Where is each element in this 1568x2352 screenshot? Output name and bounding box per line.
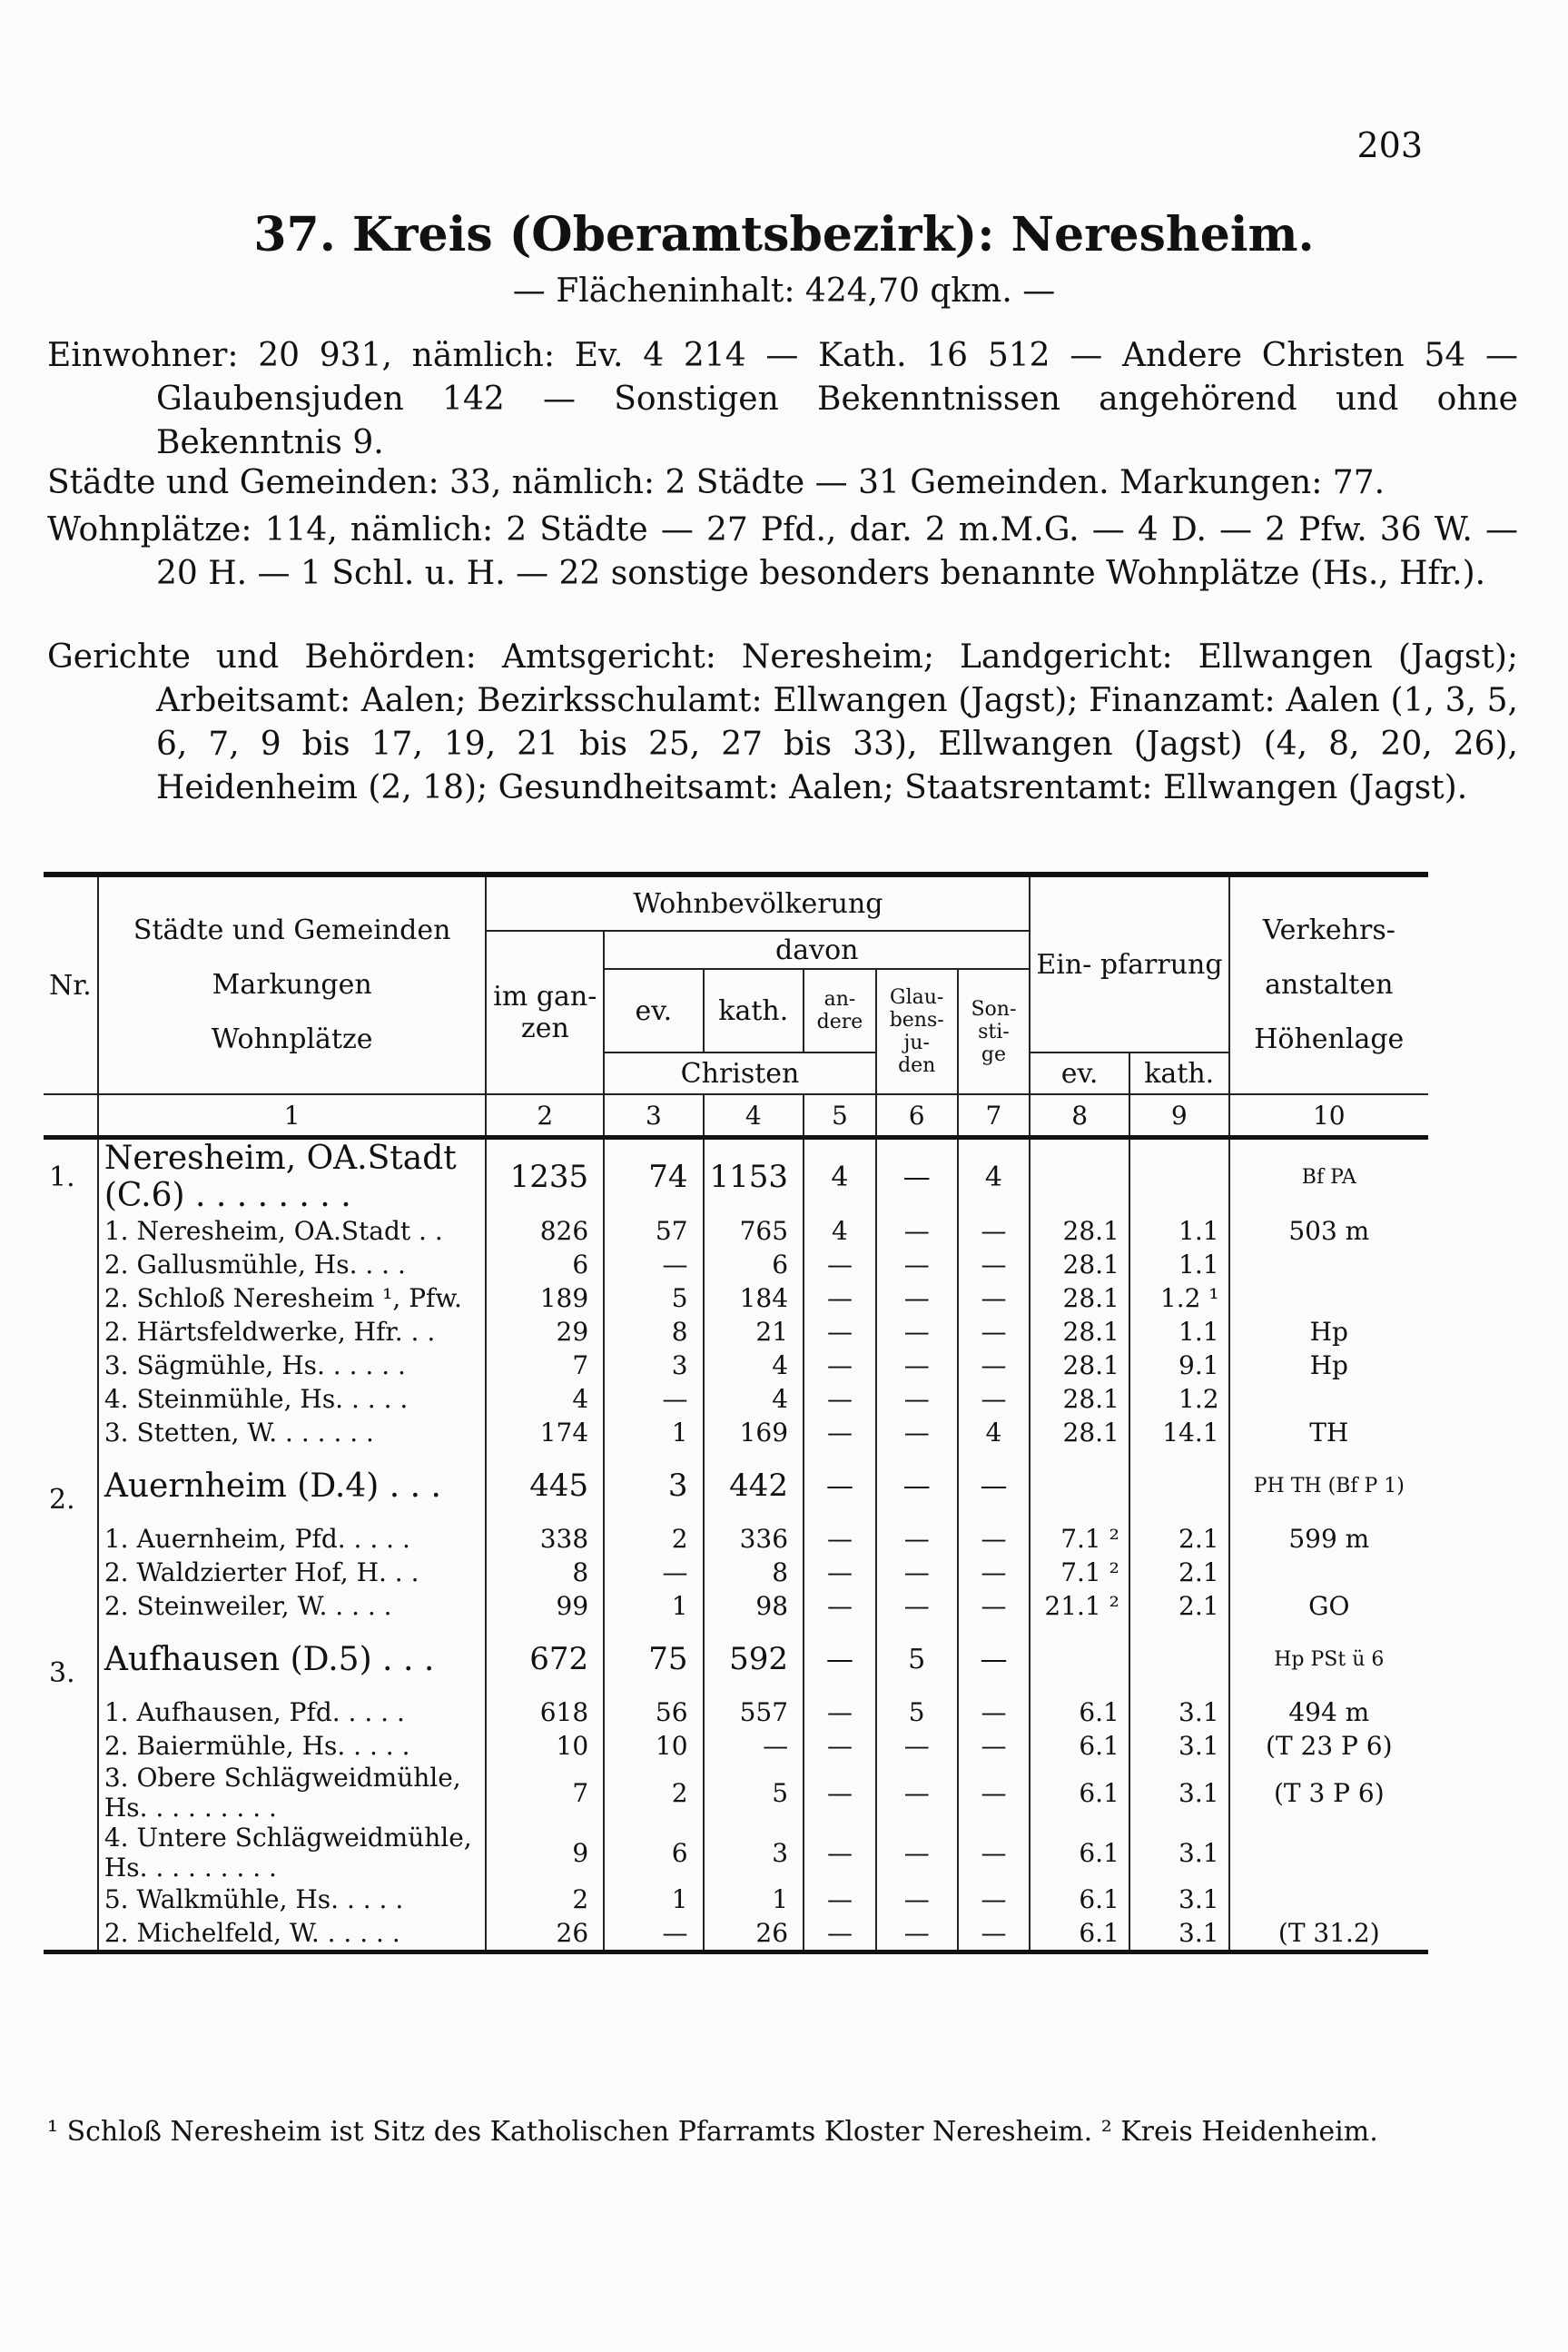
cell-kath: 21 bbox=[704, 1315, 804, 1349]
cell-andere: — bbox=[804, 1449, 876, 1522]
cell-name: 4. Untere Schlägweidmühle, Hs. . . . . . . . . bbox=[98, 1823, 487, 1883]
table-row bbox=[44, 1281, 1428, 1315]
cell-verkehr: 494 m bbox=[1229, 1695, 1428, 1729]
cell-sonst: — bbox=[958, 1589, 1031, 1623]
cell-ev: 10 bbox=[604, 1729, 703, 1763]
cell-sonst: 4 bbox=[958, 1138, 1031, 1215]
cell-name: 2. Schloß Neresheim ¹, Pfw. bbox=[98, 1281, 487, 1315]
cell-kath: 4 bbox=[704, 1349, 804, 1382]
header-davon: davon bbox=[604, 931, 1030, 969]
cell-name: 2. Gallusmühle, Hs. . . . bbox=[98, 1248, 487, 1281]
cell-ev: 74 bbox=[604, 1138, 703, 1215]
cell-nr: 3. bbox=[49, 1656, 75, 1689]
cell-name: 5. Walkmühle, Hs. . . . . bbox=[98, 1883, 487, 1916]
cell-nr bbox=[44, 1695, 98, 1729]
cell-pev: 28.1 bbox=[1030, 1214, 1129, 1248]
cell-verkehr bbox=[1229, 1883, 1428, 1916]
cell-ev: — bbox=[604, 1916, 703, 1952]
header-einpf-kath: kath. bbox=[1129, 1052, 1229, 1094]
cell-ev: 2 bbox=[604, 1522, 703, 1556]
cell-kath: 3 bbox=[704, 1823, 804, 1883]
cell-ev: 6 bbox=[604, 1823, 703, 1883]
cell-andere: 4 bbox=[804, 1138, 876, 1215]
cell-andere: — bbox=[804, 1349, 876, 1382]
cell-andere: — bbox=[804, 1248, 876, 1281]
cell-total: 1235 bbox=[486, 1138, 604, 1215]
cell-total: 672 bbox=[486, 1623, 604, 1695]
cell-nr bbox=[44, 1315, 98, 1349]
cell-andere: — bbox=[804, 1281, 876, 1315]
cell-nr: 1. bbox=[49, 1161, 75, 1193]
header-andere: an- dere bbox=[804, 969, 876, 1052]
table-row bbox=[44, 1623, 1428, 1695]
cell-pkath: 1.1 bbox=[1129, 1315, 1229, 1349]
cell-nr bbox=[44, 1916, 98, 1952]
cell-pkath: 1.1 bbox=[1129, 1248, 1229, 1281]
cell-juden: — bbox=[876, 1416, 958, 1449]
cell-pkath: 3.1 bbox=[1129, 1823, 1229, 1883]
cell-ev: 3 bbox=[604, 1449, 703, 1522]
cell-verkehr: (T 3 P 6) bbox=[1229, 1763, 1428, 1823]
cell-pkath: 3.1 bbox=[1129, 1729, 1229, 1763]
cell-verkehr bbox=[1229, 1248, 1428, 1281]
table-row bbox=[44, 1449, 1428, 1522]
cell-sonst: — bbox=[958, 1623, 1031, 1695]
cell-name: 1. Neresheim, OA.Stadt . . bbox=[98, 1214, 487, 1248]
header-verkehr: Verkehrs- anstalten Höhenlage bbox=[1229, 875, 1428, 1094]
table-row bbox=[44, 1138, 1428, 1215]
cell-pkath: 14.1 bbox=[1129, 1416, 1229, 1449]
cell-sonst: — bbox=[958, 1349, 1031, 1382]
cell-pkath: 1.1 bbox=[1129, 1214, 1229, 1248]
cell-ev: 56 bbox=[604, 1695, 703, 1729]
cell-kath: — bbox=[704, 1729, 804, 1763]
cell-sonst: — bbox=[958, 1729, 1031, 1763]
cell-ev: — bbox=[604, 1382, 703, 1416]
cell-kath: 98 bbox=[704, 1589, 804, 1623]
cell-andere: — bbox=[804, 1695, 876, 1729]
cell-pev: 21.1 ² bbox=[1030, 1589, 1129, 1623]
cell-verkehr bbox=[1229, 1281, 1428, 1315]
table-row bbox=[44, 1729, 1428, 1763]
cell-sonst: — bbox=[958, 1382, 1031, 1416]
cell-ev: 8 bbox=[604, 1315, 703, 1349]
cell-sonst: — bbox=[958, 1823, 1031, 1883]
table-row bbox=[44, 1883, 1428, 1916]
cell-kath: 442 bbox=[704, 1449, 804, 1522]
cell-kath: 1 bbox=[704, 1883, 804, 1916]
header-sonstige: Son- sti- ge bbox=[958, 969, 1031, 1094]
cell-kath: 6 bbox=[704, 1248, 804, 1281]
cell-pkath: 2.1 bbox=[1129, 1589, 1229, 1623]
cell-sonst: — bbox=[958, 1281, 1031, 1315]
cell-name: Auernheim (D.4) . . . bbox=[98, 1449, 487, 1522]
cell-verkehr: Hp bbox=[1229, 1315, 1428, 1349]
cell-juden: — bbox=[876, 1763, 958, 1823]
cell-andere: — bbox=[804, 1382, 876, 1416]
cell-total: 826 bbox=[486, 1214, 604, 1248]
cell-juden: — bbox=[876, 1382, 958, 1416]
cell-nr bbox=[44, 1248, 98, 1281]
cell-andere: — bbox=[804, 1315, 876, 1349]
table-row bbox=[44, 1695, 1428, 1729]
header-kath: kath. bbox=[704, 969, 804, 1052]
cell-pev: 6.1 bbox=[1030, 1763, 1129, 1823]
cell-juden: — bbox=[876, 1522, 958, 1556]
cell-andere: — bbox=[804, 1589, 876, 1623]
cell-andere: — bbox=[804, 1916, 876, 1952]
cell-pkath: 3.1 bbox=[1129, 1916, 1229, 1952]
page-title: 37. Kreis (Oberamtsbezirk): Neresheim. bbox=[253, 207, 1315, 262]
cell-sonst: — bbox=[958, 1883, 1031, 1916]
cell-verkehr: PH TH (Bf P 1) bbox=[1229, 1449, 1428, 1522]
cell-total: 189 bbox=[486, 1281, 604, 1315]
cell-andere: — bbox=[804, 1556, 876, 1589]
cell-sonst: — bbox=[958, 1315, 1031, 1349]
cell-sonst: — bbox=[958, 1763, 1031, 1823]
cell-juden: — bbox=[876, 1823, 958, 1883]
cell-juden: — bbox=[876, 1729, 958, 1763]
cell-total: 9 bbox=[486, 1823, 604, 1883]
table-row bbox=[44, 1315, 1428, 1349]
table-row bbox=[44, 1382, 1428, 1416]
header-ev: ev. bbox=[604, 969, 703, 1052]
cell-juden: — bbox=[876, 1315, 958, 1349]
header-christen: Christen bbox=[604, 1052, 876, 1094]
table-row bbox=[44, 1823, 1428, 1883]
cell-pkath: 2.1 bbox=[1129, 1522, 1229, 1556]
cell-name: Neresheim, OA.Stadt (C.6) . . . . . . . . bbox=[98, 1138, 487, 1215]
cell-pev bbox=[1030, 1138, 1129, 1215]
cell-ev: 3 bbox=[604, 1349, 703, 1382]
cell-name: 2. Michelfeld, W. . . . . . bbox=[98, 1916, 487, 1952]
cell-ev: 57 bbox=[604, 1214, 703, 1248]
cell-sonst: — bbox=[958, 1695, 1031, 1729]
cell-juden: — bbox=[876, 1449, 958, 1522]
table-row bbox=[44, 1416, 1428, 1449]
cell-pev: 28.1 bbox=[1030, 1315, 1129, 1349]
cell-ev: 5 bbox=[604, 1281, 703, 1315]
cell-andere: 4 bbox=[804, 1214, 876, 1248]
cell-ev: 1 bbox=[604, 1589, 703, 1623]
cell-name: 3. Obere Schlägweidmühle, Hs. . . . . . . . . bbox=[98, 1763, 487, 1823]
cell-verkehr bbox=[1229, 1556, 1428, 1589]
cell-nr: 2. bbox=[49, 1483, 75, 1516]
cell-juden: — bbox=[876, 1138, 958, 1215]
cell-pkath: 1.2 ¹ bbox=[1129, 1281, 1229, 1315]
cell-name: 4. Steinmühle, Hs. . . . . bbox=[98, 1382, 487, 1416]
header-einpfarrung: Ein- pfarrung bbox=[1030, 875, 1228, 1052]
cell-pev: 7.1 ² bbox=[1030, 1556, 1129, 1589]
cell-total: 29 bbox=[486, 1315, 604, 1349]
cell-total: 8 bbox=[486, 1556, 604, 1589]
header-einpf-ev: ev. bbox=[1030, 1052, 1129, 1094]
cell-kath: 184 bbox=[704, 1281, 804, 1315]
cell-nr bbox=[44, 1349, 98, 1382]
cell-kath: 765 bbox=[704, 1214, 804, 1248]
cell-juden: 5 bbox=[876, 1623, 958, 1695]
cell-verkehr: 503 m bbox=[1229, 1214, 1428, 1248]
cell-verkehr: 599 m bbox=[1229, 1522, 1428, 1556]
cell-juden: — bbox=[876, 1916, 958, 1952]
cell-juden: — bbox=[876, 1248, 958, 1281]
cell-total: 7 bbox=[486, 1763, 604, 1823]
cell-nr bbox=[44, 1522, 98, 1556]
page-number: 203 bbox=[1356, 125, 1423, 165]
cell-nr bbox=[44, 1589, 98, 1623]
cell-verkehr: Hp bbox=[1229, 1349, 1428, 1382]
cell-total: 174 bbox=[486, 1416, 604, 1449]
cell-verkehr: (T 23 P 6) bbox=[1229, 1729, 1428, 1763]
cell-juden: — bbox=[876, 1349, 958, 1382]
table-row bbox=[44, 1916, 1428, 1952]
paragraph-staedte: Städte und Gemeinden: 33, nämlich: 2 Städte — 31 Gemeinden. Markungen: 77. bbox=[47, 464, 1386, 501]
page-subtitle: — Flächeninhalt: 424,70 qkm. — bbox=[512, 272, 1056, 310]
cell-kath: 5 bbox=[704, 1763, 804, 1823]
cell-kath: 8 bbox=[704, 1556, 804, 1589]
cell-nr bbox=[44, 1416, 98, 1449]
cell-total: 6 bbox=[486, 1248, 604, 1281]
cell-pev: 6.1 bbox=[1030, 1916, 1129, 1952]
cell-ev: 2 bbox=[604, 1763, 703, 1823]
cell-pkath bbox=[1129, 1138, 1229, 1215]
cell-sonst: — bbox=[958, 1916, 1031, 1952]
cell-verkehr: TH bbox=[1229, 1416, 1428, 1449]
cell-verkehr: Bf PA bbox=[1229, 1138, 1428, 1215]
cell-ev: 75 bbox=[604, 1623, 703, 1695]
cell-sonst: — bbox=[958, 1449, 1031, 1522]
cell-ev: — bbox=[604, 1556, 703, 1589]
cell-juden: — bbox=[876, 1281, 958, 1315]
cell-pev bbox=[1030, 1449, 1129, 1522]
cell-pev: 6.1 bbox=[1030, 1883, 1129, 1916]
cell-total: 10 bbox=[486, 1729, 604, 1763]
cell-total: 99 bbox=[486, 1589, 604, 1623]
cell-andere: — bbox=[804, 1623, 876, 1695]
table-body bbox=[44, 1138, 1428, 1952]
cell-total: 26 bbox=[486, 1916, 604, 1952]
cell-verkehr: (T 31.2) bbox=[1229, 1916, 1428, 1952]
paragraph-wohnplaetze: Wohnplätze: 114, nämlich: 2 Städte — 27 Pfd., dar. 2 m.M.G. — 4 D. — 2 Pfw. 36 W. — 20 H. — 1 Schl. u. H. — 22 sonstige besonders benannte Wohnplätze (Hs., Hfr.). bbox=[47, 511, 1518, 592]
cell-pkath: 3.1 bbox=[1129, 1883, 1229, 1916]
header-nr: Nr. bbox=[49, 969, 92, 1002]
cell-total: 7 bbox=[486, 1349, 604, 1382]
cell-kath: 1153 bbox=[704, 1138, 804, 1215]
paragraph-einwohner: Einwohner: 20 931, nämlich: Ev. 4 214 — Kath. 16 512 — Andere Christen 54 — Glaubensjuden 142 — Sonstigen Bekenntnissen angehörend und ohne Bekenntnis 9. bbox=[47, 337, 1518, 461]
cell-pkath: 2.1 bbox=[1129, 1556, 1229, 1589]
table-row bbox=[44, 1589, 1428, 1623]
cell-nr bbox=[44, 1883, 98, 1916]
cell-name: 2. Härtsfeldwerke, Hfr. . . bbox=[98, 1315, 487, 1349]
cell-pev: 28.1 bbox=[1030, 1248, 1129, 1281]
cell-name: 2. Baiermühle, Hs. . . . . bbox=[98, 1729, 487, 1763]
cell-name: 3. Sägmühle, Hs. . . . . . bbox=[98, 1349, 487, 1382]
cell-andere: — bbox=[804, 1823, 876, 1883]
cell-pev: 6.1 bbox=[1030, 1729, 1129, 1763]
header-im-ganzen: im gan- zen bbox=[486, 931, 604, 1094]
cell-nr bbox=[44, 1823, 98, 1883]
table-row bbox=[44, 1522, 1428, 1556]
cell-kath: 169 bbox=[704, 1416, 804, 1449]
cell-kath: 557 bbox=[704, 1695, 804, 1729]
cell-nr bbox=[44, 1763, 98, 1823]
cell-total: 4 bbox=[486, 1382, 604, 1416]
cell-ev: — bbox=[604, 1248, 703, 1281]
cell-juden: — bbox=[876, 1556, 958, 1589]
cell-nr bbox=[44, 1281, 98, 1315]
cell-verkehr: Hp PSt ü 6 bbox=[1229, 1623, 1428, 1695]
cell-sonst: — bbox=[958, 1214, 1031, 1248]
header-wohnbevoelkerung: Wohnbevölkerung bbox=[486, 875, 1030, 931]
cell-juden: — bbox=[876, 1883, 958, 1916]
cell-andere: — bbox=[804, 1763, 876, 1823]
cell-kath: 4 bbox=[704, 1382, 804, 1416]
table-row bbox=[44, 1763, 1428, 1823]
cell-pkath: 1.2 bbox=[1129, 1382, 1229, 1416]
cell-pev bbox=[1030, 1623, 1129, 1695]
cell-ev: 1 bbox=[604, 1883, 703, 1916]
cell-name: 3. Stetten, W. . . . . . . bbox=[98, 1416, 487, 1449]
cell-juden: 5 bbox=[876, 1695, 958, 1729]
cell-juden: — bbox=[876, 1214, 958, 1248]
cell-kath: 336 bbox=[704, 1522, 804, 1556]
cell-total: 2 bbox=[486, 1883, 604, 1916]
cell-nr bbox=[44, 1556, 98, 1589]
table-row bbox=[44, 1556, 1428, 1589]
cell-pkath bbox=[1129, 1449, 1229, 1522]
cell-pev: 28.1 bbox=[1030, 1349, 1129, 1382]
cell-andere: — bbox=[804, 1522, 876, 1556]
header-staedte: Städte und Gemeinden Markungen Wohnplätze bbox=[98, 875, 487, 1094]
cell-verkehr: GO bbox=[1229, 1589, 1428, 1623]
cell-kath: 592 bbox=[704, 1623, 804, 1695]
cell-sonst: — bbox=[958, 1248, 1031, 1281]
header-glaubensjuden: Glau- bens- ju- den bbox=[876, 969, 958, 1094]
cell-pkath: 3.1 bbox=[1129, 1763, 1229, 1823]
cell-pkath: 9.1 bbox=[1129, 1349, 1229, 1382]
cell-total: 618 bbox=[486, 1695, 604, 1729]
cell-andere: — bbox=[804, 1729, 876, 1763]
cell-sonst: — bbox=[958, 1556, 1031, 1589]
table-row bbox=[44, 1214, 1428, 1248]
cell-verkehr bbox=[1229, 1823, 1428, 1883]
cell-kath: 26 bbox=[704, 1916, 804, 1952]
cell-pev: 6.1 bbox=[1030, 1695, 1129, 1729]
cell-name: Aufhausen (D.5) . . . bbox=[98, 1623, 487, 1695]
table-row bbox=[44, 1248, 1428, 1281]
cell-pkath: 3.1 bbox=[1129, 1695, 1229, 1729]
cell-sonst: — bbox=[958, 1522, 1031, 1556]
cell-ev: 1 bbox=[604, 1416, 703, 1449]
cell-pev: 6.1 bbox=[1030, 1823, 1129, 1883]
cell-pev: 7.1 ² bbox=[1030, 1522, 1129, 1556]
cell-name: 2. Steinweiler, W. . . . . bbox=[98, 1589, 487, 1623]
paragraph-gerichte: Gerichte und Behörden: Amtsgericht: Neresheim; Landgericht: Ellwangen (Jagst); Arbeitsamt: Aalen; Bezirksschulamt: Ellwangen (Jagst); Finanzamt: Aalen (1, 3, 5, 6, 7, 9 bis 17, 19, 21 bis 25, 27 bis 33), Ellwangen (Jagst) (4, 8, 20, 26), Heidenheim (2, 18); Gesundheitsamt: Aalen; Staatsrentamt: Ellwangen (Jagst). bbox=[47, 638, 1518, 806]
column-number-row: 1 2 3 4 5 6 7 8 9 10 bbox=[44, 1094, 1428, 1138]
cell-name: 1. Aufhausen, Pfd. . . . . bbox=[98, 1695, 487, 1729]
cell-nr bbox=[44, 1214, 98, 1248]
cell-pev: 28.1 bbox=[1030, 1382, 1129, 1416]
cell-nr bbox=[44, 1729, 98, 1763]
cell-total: 445 bbox=[486, 1449, 604, 1522]
cell-andere: — bbox=[804, 1883, 876, 1916]
cell-sonst: 4 bbox=[958, 1416, 1031, 1449]
footnote: ¹ Schloß Neresheim ist Sitz des Katholischen Pfarramts Kloster Neresheim. ² Kreis Heidenheim. bbox=[47, 2116, 1378, 2148]
cell-juden: — bbox=[876, 1589, 958, 1623]
cell-nr bbox=[44, 1382, 98, 1416]
cell-andere: — bbox=[804, 1416, 876, 1449]
cell-verkehr bbox=[1229, 1382, 1428, 1416]
cell-name: 1. Auernheim, Pfd. . . . . bbox=[98, 1522, 487, 1556]
cell-total: 338 bbox=[486, 1522, 604, 1556]
population-table bbox=[44, 872, 1428, 1954]
cell-pev: 28.1 bbox=[1030, 1281, 1129, 1315]
table-row bbox=[44, 1349, 1428, 1382]
cell-pev: 28.1 bbox=[1030, 1416, 1129, 1449]
cell-pkath bbox=[1129, 1623, 1229, 1695]
cell-name: 2. Waldzierter Hof, H. . . bbox=[98, 1556, 487, 1589]
